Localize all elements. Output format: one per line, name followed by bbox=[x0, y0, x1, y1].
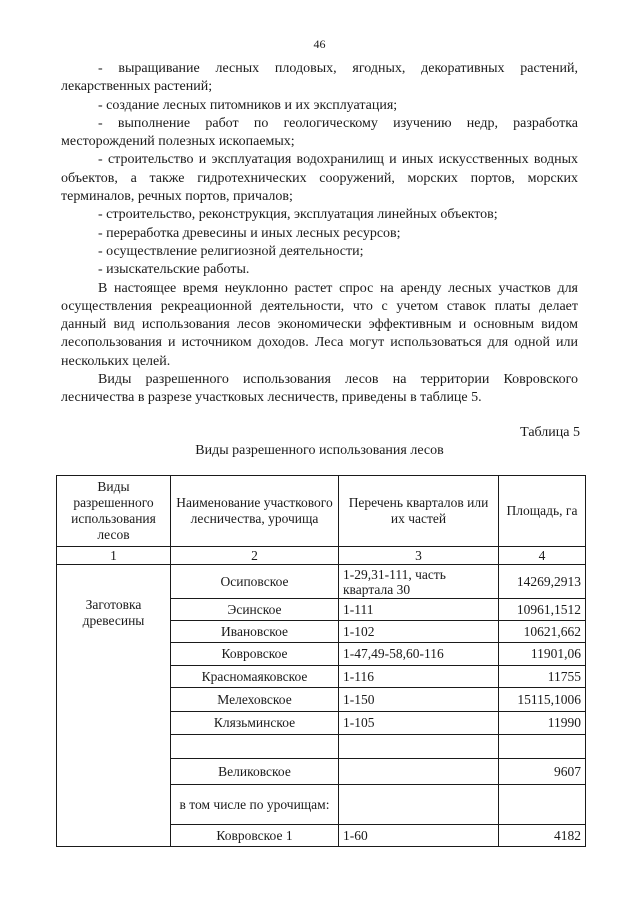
quarters-cell: 1-150 bbox=[339, 688, 499, 712]
column-number: 3 bbox=[339, 547, 499, 565]
column-number-row bbox=[57, 547, 586, 565]
paragraph: - строительство, реконструкция, эксплуатация линейных объектов; bbox=[98, 207, 498, 223]
usage-type-cell: Заготовка древесины bbox=[57, 565, 171, 847]
page-number: 46 bbox=[313, 37, 326, 51]
paragraph: - создание лесных питомников и их эксплуатация; bbox=[98, 97, 398, 113]
forestry-name: Эсинское bbox=[171, 599, 339, 621]
forestry-name bbox=[171, 735, 339, 759]
forestry-name: Ивановское bbox=[171, 621, 339, 643]
forestry-name: Ковровское bbox=[171, 643, 339, 666]
paragraph: - переработка древесины и иных лесных ресурсов; bbox=[98, 225, 401, 241]
area-cell: 10961,1512 bbox=[499, 599, 586, 621]
table-header-row bbox=[57, 476, 586, 547]
forestry-name: Клязьминское bbox=[171, 712, 339, 735]
header-cell: Площадь, га bbox=[499, 476, 586, 547]
column-number: 4 bbox=[499, 547, 586, 565]
header-cell: Виды разрешенного использования лесов bbox=[57, 476, 171, 547]
area-cell: 11755 bbox=[499, 666, 586, 688]
quarters-cell: 1-29,31-111, часть квартала 30 bbox=[339, 565, 499, 599]
quarters-cell: 1-111 bbox=[339, 599, 499, 621]
area-cell bbox=[499, 785, 586, 825]
area-cell: 14269,2913 bbox=[499, 565, 586, 599]
column-number: 1 bbox=[57, 547, 171, 565]
column-number: 2 bbox=[171, 547, 339, 565]
area-cell bbox=[499, 735, 586, 759]
quarters-cell: 1-60 bbox=[339, 825, 499, 847]
quarters-cell: 1-105 bbox=[339, 712, 499, 735]
area-cell: 4182 bbox=[499, 825, 586, 847]
area-cell: 11990 bbox=[499, 712, 586, 735]
header-cell: Наименование участкового лесничества, урочища bbox=[171, 476, 339, 547]
quarters-cell bbox=[339, 735, 499, 759]
area-cell: 9607 bbox=[499, 759, 586, 785]
land-use-table bbox=[56, 475, 586, 847]
area-cell: 15115,1006 bbox=[499, 688, 586, 712]
forestry-name: Красномаяковское bbox=[171, 666, 339, 688]
area-cell: 11901,06 bbox=[499, 643, 586, 666]
paragraph: В настоящее время неуклонно растет спрос на аренду лесных участков для осуществления рекреационной деятельности, что с учетом ставок платы делает данный вид использования лесов экономически эффективным и основным видом лесопользования и источником доходов. Леса могут использоваться для одной или нескольких целей. bbox=[61, 280, 578, 369]
forestry-name: в том числе по урочищам: bbox=[171, 785, 339, 825]
paragraph: - осуществление религиозной деятельности; bbox=[98, 243, 364, 259]
forestry-name: Осиповское bbox=[171, 565, 339, 599]
quarters-cell: 1-102 bbox=[339, 621, 499, 643]
forestry-name: Ковровское 1 bbox=[171, 825, 339, 847]
area-cell: 10621,662 bbox=[499, 621, 586, 643]
paragraph: - выполнение работ по геологическому изучению недр, разработка месторождений полезных ископаемых; bbox=[61, 115, 578, 150]
header-cell: Перечень кварталов или их частей bbox=[339, 476, 499, 547]
body-text bbox=[61, 60, 578, 408]
quarters-cell: 1-116 bbox=[339, 666, 499, 688]
paragraph: - выращивание лесных плодовых, ягодных, декоративных растений, лекарственных растений; bbox=[61, 61, 578, 95]
forestry-name: Мелеховское bbox=[171, 688, 339, 712]
quarters-cell: 1-47,49-58,60-116 bbox=[339, 643, 499, 666]
paragraph: - строительство и эксплуатация водохранилищ и иных искусственных водных объектов, а также гидротехнических сооружений, морских портов, морских терминалов, речных портов, причалов; bbox=[61, 152, 578, 205]
forestry-name: Великовское bbox=[171, 759, 339, 785]
table-row bbox=[57, 565, 586, 599]
table-caption: Таблица 5 bbox=[520, 425, 580, 440]
quarters-cell bbox=[339, 785, 499, 825]
table-title: Виды разрешенного использования лесов bbox=[195, 443, 444, 458]
paragraph: Виды разрешенного использования лесов на территории Ковровского лесничества в разрезе участковых лесничеств, приведены в таблице 5. bbox=[61, 372, 578, 406]
paragraph: - изыскательские работы. bbox=[98, 262, 250, 278]
quarters-cell bbox=[339, 759, 499, 785]
